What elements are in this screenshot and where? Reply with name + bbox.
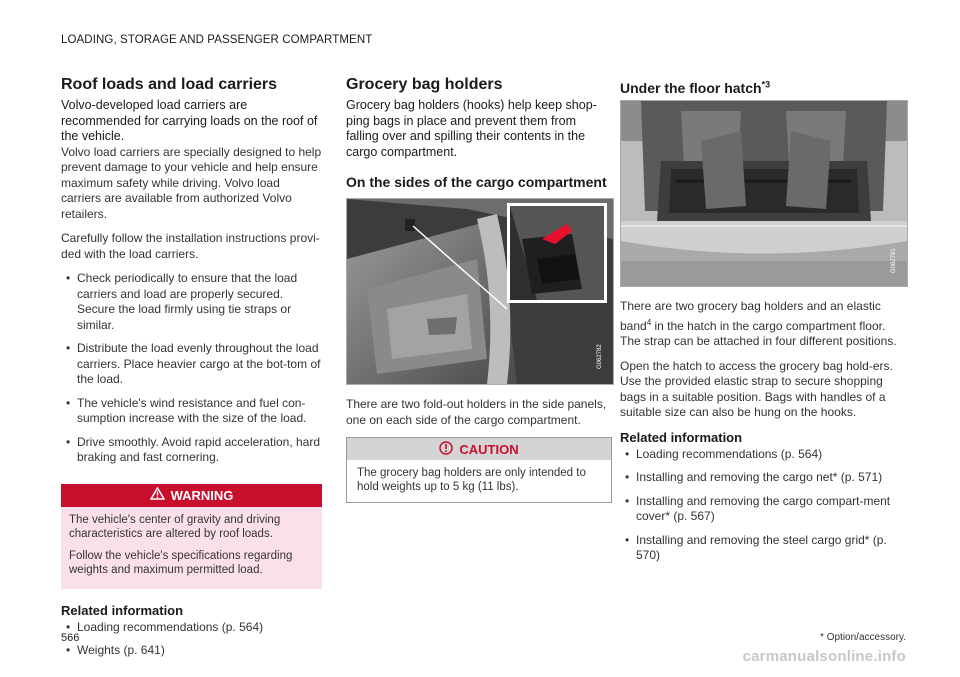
related-link[interactable]: • Loading recommendations (p. 564) (625, 446, 823, 461)
bullet-list (61, 271, 322, 466)
related-link[interactable]: • Loading recommendations (p. 564) (66, 619, 264, 634)
warning-header (61, 484, 322, 507)
related-heading: Related information (61, 602, 184, 618)
grocery-bag-section (346, 76, 612, 503)
cargo-side-photo (347, 199, 613, 384)
section-heading: Roof loads and load carriers (61, 76, 278, 93)
image-code: G062781 (891, 248, 897, 273)
footnote: * Option/accessory. (820, 632, 906, 643)
floor-hatch-illustration (620, 100, 908, 287)
warning-text: Follow the vehicle's specifications regarding weights and maximum permitted load. (69, 549, 293, 576)
related-link[interactable]: • Weights (p. 641) (66, 643, 165, 657)
list-item: • Drive smoothly. Avoid rapid acceleration, hard braking and fast cornering. (66, 434, 321, 464)
section-heading: Grocery bag holders (346, 76, 503, 93)
paragraph: Volvo load carriers are specially designed to help prevent damage to your vehicle and help ensure maximum safety while driving. Volvo load carriers are available from authorized Volvo retailers. (61, 144, 322, 221)
caution-text: The grocery bag holders are only intended to hold weights up to 5 kg (11 lbs). (357, 467, 586, 493)
related-list (61, 620, 322, 659)
subsection-heading: On the sides of the cargo compartment (346, 174, 607, 190)
watermark: carmanualsonline.info (742, 648, 906, 665)
paragraph: There are two grocery bag holders and an elastic band$^4$ in the hatch in the cargo compartment floor. The strap can be attached in four different positions. (620, 299, 897, 348)
page-header: LOADING, STORAGE AND PASSENGER COMPARTMENT (61, 34, 373, 46)
list-item: • The vehicle's wind resistance and fuel con-sumption increase with the size of the load. (66, 395, 307, 425)
paragraph: Carefully follow the installation instructions provi-ded with the load carriers. (61, 231, 320, 261)
warning-text: The vehicle's center of gravity and driving characteristics are altered by roof loads. (69, 513, 281, 540)
floor-hatch-section (620, 80, 906, 572)
warning-triangle-icon (150, 487, 165, 503)
paragraph: Open the hatch to access the grocery bag hold-ers. Use the provided elastic strap to secure shopping bags in a suitable position. Bags with handles of a suitable size can also be hung on the hooks. (620, 358, 893, 419)
caution-header (347, 438, 611, 460)
lead-paragraph: Volvo-developed load carriers are recommended for carrying loads on the roof of the vehicle. (61, 98, 318, 143)
page-number: 566 (61, 632, 80, 644)
footnote-marker: 4 (646, 317, 652, 327)
caution-box (346, 437, 612, 503)
option-marker: *3 (761, 79, 771, 90)
related-link[interactable]: • Installing and removing the cargo net* (p. 571) (625, 470, 883, 484)
related-link[interactable]: • Installing and removing the steel cargo grid* (p. 570) (625, 532, 887, 562)
caution-label: CAUTION (459, 441, 519, 457)
list-item: • Check periodically to ensure that the load carriers and load are properly secured. Secure the load firmly using tie straps or similar. (66, 271, 298, 332)
cargo-side-illustration (346, 198, 614, 385)
caution-exclamation-icon (439, 441, 453, 458)
related-link[interactable]: • Installing and removing the cargo compart-ment cover* (p. 567) (625, 493, 891, 523)
related-heading: Related information (620, 429, 743, 445)
section-heading: Under the floor hatch$^{*3}$ (620, 79, 771, 96)
image-code: G062782 (597, 344, 603, 369)
roof-loads-section (61, 76, 322, 667)
lead-paragraph: Grocery bag holders (hooks) help keep shop-ping bags in place and prevent them from falling over and spilling their contents in the cargo compartment. (346, 98, 597, 159)
paragraph: There are two fold-out holders in the side panels, one on each side of the cargo compartment. (346, 397, 607, 427)
list-item: • Distribute the load evenly throughout the load carriers. Place heavier cargo at the bot-tom of the load. (66, 341, 321, 386)
related-list (620, 447, 906, 564)
warning-label: WARNING (170, 487, 234, 503)
floor-hatch-photo (621, 101, 907, 286)
warning-box (61, 484, 322, 589)
